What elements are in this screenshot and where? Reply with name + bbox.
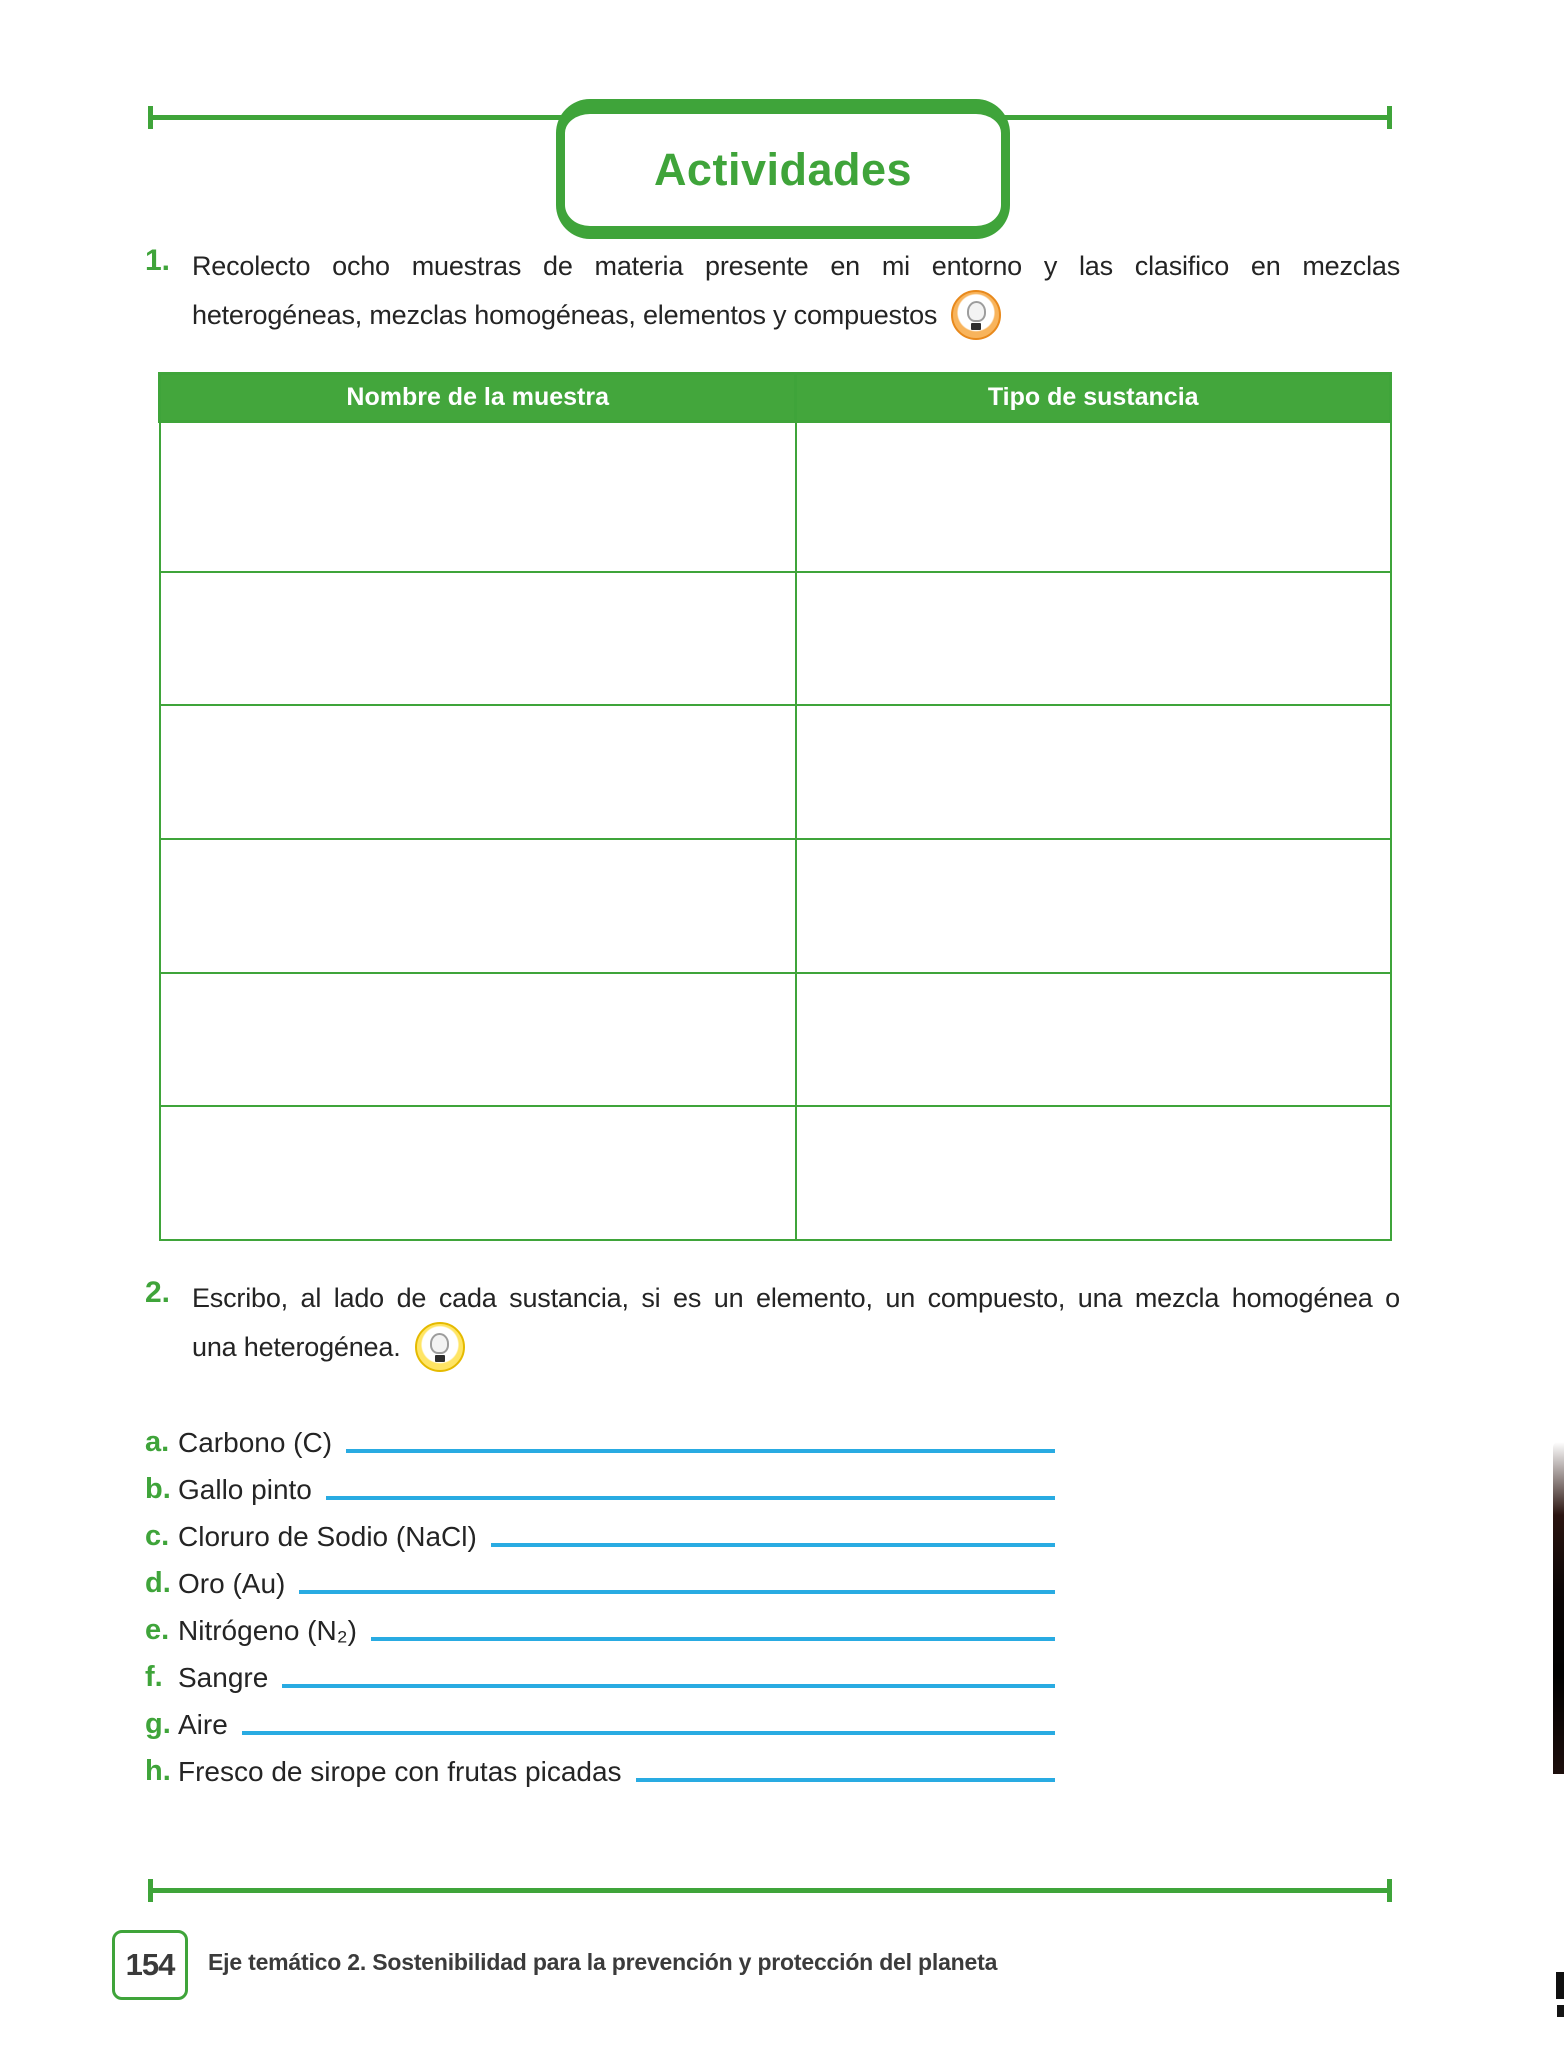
item-label: Fresco de sirope con frutas picadas (178, 1756, 622, 1787)
footer-text: Eje temático 2. Sostenibilidad para la prevención y protección del planeta (208, 1948, 998, 1975)
table-cell-tipo (796, 1106, 1391, 1240)
list-item (145, 1741, 1055, 1788)
actividades-badge (556, 99, 1010, 239)
activity-2-text (192, 1274, 1400, 1372)
item-letter: f. (145, 1661, 163, 1693)
activity-2 (145, 1274, 1400, 1372)
answer-blank-line (326, 1496, 1055, 1500)
bulb-glass (430, 1333, 449, 1354)
column-header-tipo-sustancia: Tipo de sustancia (796, 374, 1391, 422)
item-letter: a. (145, 1426, 170, 1458)
list-item (145, 1553, 1055, 1600)
item-label: Gallo pinto (178, 1474, 312, 1505)
answer-blank-line (242, 1731, 1055, 1735)
column-header-nombre-muestra: Nombre de la muestra (160, 374, 796, 422)
table-cell-tipo (796, 973, 1391, 1107)
lightbulb-icon (951, 290, 1001, 340)
scan-edge-artifact (1556, 1972, 1564, 1999)
item-label: Nitrógeno (N₂) (178, 1615, 357, 1646)
item-letter: d. (145, 1567, 171, 1599)
list-item (145, 1600, 1055, 1647)
item-label: Cloruro de Sodio (NaCl) (178, 1521, 477, 1552)
badge-title: Actividades (653, 144, 913, 195)
table-row (160, 839, 1391, 973)
activity-2-line-2: una heterogénea. (192, 1332, 401, 1362)
item-label: Aire (178, 1709, 228, 1740)
item-letter: b. (145, 1473, 171, 1505)
activity-1-line-1: Recolecto ocho muestras de materia presente en mi entorno y las clasifico en mezclas (192, 251, 1400, 281)
item-label: Oro (Au) (178, 1568, 286, 1599)
item-letter: h. (145, 1755, 171, 1787)
activity-2-number: 2. (145, 1276, 171, 1309)
answer-blank-line (491, 1543, 1055, 1547)
table-cell-tipo (796, 839, 1391, 973)
item-letter: g. (145, 1708, 171, 1740)
item-letter: e. (145, 1614, 170, 1646)
answer-blank-line (346, 1449, 1055, 1453)
bulb-base (435, 1355, 445, 1362)
table-cell-tipo (796, 572, 1391, 706)
activity-1-text (192, 242, 1400, 340)
list-item (145, 1506, 1055, 1553)
table-row (160, 973, 1391, 1107)
table-row (160, 1106, 1391, 1240)
page-number: 154 (125, 1947, 175, 1982)
answer-blank-line (636, 1778, 1055, 1782)
answer-blank-line (282, 1684, 1055, 1688)
table-cell-tipo (796, 422, 1391, 572)
activity-1-line-2: heterogéneas, mezclas homogéneas, elementos y compuestos (192, 300, 938, 330)
lightbulb-icon (415, 1322, 465, 1372)
answer-blank-line (299, 1590, 1055, 1594)
table-cell-nombre (160, 572, 796, 706)
page-number-box (112, 1930, 188, 2000)
table-row (160, 422, 1391, 572)
table-row (160, 705, 1391, 839)
activity-1-number: 1. (145, 244, 171, 277)
samples-table (158, 372, 1392, 1241)
table-cell-nombre (160, 705, 796, 839)
item-letter: c. (145, 1520, 170, 1552)
answer-blank-line (371, 1637, 1055, 1641)
table-row (160, 572, 1391, 706)
item-label: Carbono (C) (178, 1427, 333, 1458)
table-cell-tipo (796, 705, 1391, 839)
activity-2-line-1: Escribo, al lado de cada sustancia, si es un elemento, un compuesto, una mezcla homogénea o (192, 1283, 1400, 1313)
list-item (145, 1647, 1055, 1694)
scan-edge-artifact (1553, 1442, 1564, 1774)
activity-1 (145, 242, 1400, 340)
table-cell-nombre (160, 422, 796, 572)
table-cell-nombre (160, 839, 796, 973)
table-cell-nombre (160, 973, 796, 1107)
list-item (145, 1412, 1055, 1459)
bottom-divider-line (150, 1888, 1390, 1893)
table-cell-nombre (160, 1106, 796, 1240)
table-header-row (160, 374, 1391, 422)
scan-edge-artifact (1557, 2005, 1564, 2017)
list-item (145, 1459, 1055, 1506)
bulb-base (971, 323, 981, 330)
bulb-glass (967, 301, 986, 322)
item-label: Sangre (178, 1662, 269, 1693)
substances-list (145, 1412, 1055, 1788)
list-item (145, 1694, 1055, 1741)
